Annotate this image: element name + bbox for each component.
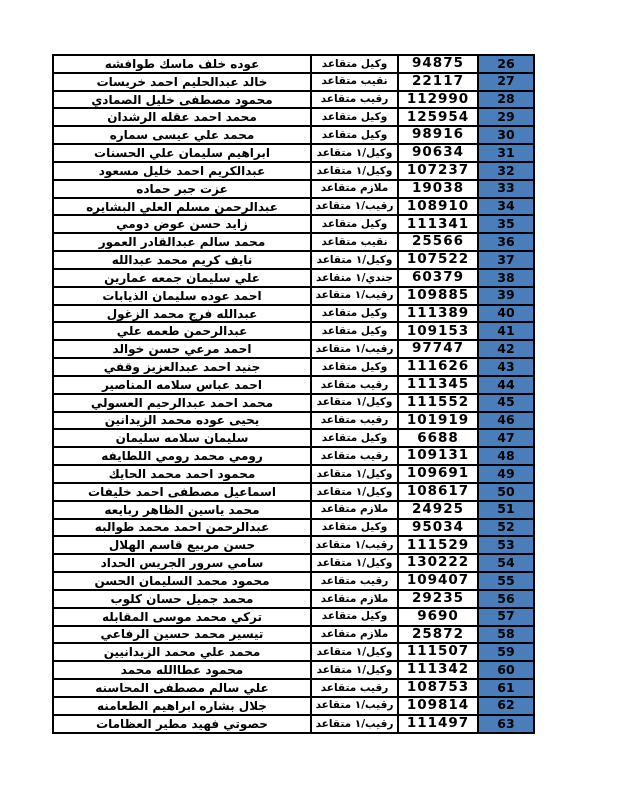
id-cell: 25566 bbox=[398, 233, 478, 251]
rank-cell: وكيل/١ متقاعد bbox=[311, 483, 398, 501]
index-cell: 30 bbox=[478, 126, 534, 144]
table-row bbox=[53, 180, 534, 198]
id-cell: 9690 bbox=[398, 608, 478, 626]
name-cell: جلال بشاره ابراهيم الطعامنه bbox=[53, 697, 311, 715]
rank-cell: وكيل/١ متقاعد bbox=[311, 162, 398, 180]
id-cell: 112990 bbox=[398, 91, 478, 109]
rank-cell: ملازم متقاعد bbox=[311, 501, 398, 519]
rank-cell: وكيل متقاعد bbox=[311, 215, 398, 233]
name-cell: عبدالرحمن طعمه علي bbox=[53, 322, 311, 340]
table-row bbox=[53, 144, 534, 162]
rank-cell: رقيب متقاعد bbox=[311, 679, 398, 697]
table-row bbox=[53, 536, 534, 554]
table-row bbox=[53, 483, 534, 501]
table-row bbox=[53, 429, 534, 447]
rank-cell: رقيب متقاعد bbox=[311, 447, 398, 465]
rank-cell: رقيب/١ متقاعد bbox=[311, 536, 398, 554]
table-row bbox=[53, 590, 534, 608]
index-cell: 31 bbox=[478, 144, 534, 162]
index-cell: 50 bbox=[478, 483, 534, 501]
id-cell: 98916 bbox=[398, 126, 478, 144]
table-row bbox=[53, 269, 534, 287]
id-cell: 108617 bbox=[398, 483, 478, 501]
table-row bbox=[53, 519, 534, 537]
name-cell: حصوتي فهيد مطير العظامات bbox=[53, 715, 311, 733]
id-cell: 109131 bbox=[398, 447, 478, 465]
rank-cell: ملازم متقاعد bbox=[311, 590, 398, 608]
table-row bbox=[53, 643, 534, 661]
table-row bbox=[53, 108, 534, 126]
table-row bbox=[53, 287, 534, 305]
index-cell: 52 bbox=[478, 519, 534, 537]
index-cell: 55 bbox=[478, 572, 534, 590]
rank-cell: وكيل متقاعد bbox=[311, 608, 398, 626]
table-row bbox=[53, 233, 534, 251]
name-cell: عوده خلف ماسك طوافشه bbox=[53, 55, 311, 73]
rank-cell: رقيب/١ متقاعد bbox=[311, 697, 398, 715]
index-cell: 35 bbox=[478, 215, 534, 233]
name-cell: ابراهيم سليمان علي الحسنات bbox=[53, 144, 311, 162]
name-cell: علي سالم مصطفى المحاسنه bbox=[53, 679, 311, 697]
rank-cell: نقيب متقاعد bbox=[311, 73, 398, 91]
rank-cell: وكيل متقاعد bbox=[311, 519, 398, 537]
table-row bbox=[53, 358, 534, 376]
rank-cell: جندي/١ متقاعد bbox=[311, 269, 398, 287]
id-cell: 125954 bbox=[398, 108, 478, 126]
table-row bbox=[53, 679, 534, 697]
name-cell: محمد احمد عبدالرحيم العسولي bbox=[53, 394, 311, 412]
name-cell: محمود مصطفى خليل الصمادي bbox=[53, 91, 311, 109]
rank-cell: وكيل متقاعد bbox=[311, 322, 398, 340]
index-cell: 62 bbox=[478, 697, 534, 715]
index-cell: 39 bbox=[478, 287, 534, 305]
id-cell: 111507 bbox=[398, 643, 478, 661]
rank-cell: رقيب متقاعد bbox=[311, 412, 398, 430]
table-row bbox=[53, 162, 534, 180]
name-cell: محمود عطاالله محمد bbox=[53, 661, 311, 679]
table-row bbox=[53, 501, 534, 519]
index-cell: 42 bbox=[478, 340, 534, 358]
id-cell: 29235 bbox=[398, 590, 478, 608]
index-cell: 37 bbox=[478, 251, 534, 269]
table-row bbox=[53, 322, 534, 340]
table-row bbox=[53, 126, 534, 144]
id-cell: 109407 bbox=[398, 572, 478, 590]
table-row bbox=[53, 608, 534, 626]
id-cell: 109814 bbox=[398, 697, 478, 715]
index-cell: 53 bbox=[478, 536, 534, 554]
table-row bbox=[53, 340, 534, 358]
name-cell: محمود محمد السليمان الحسن bbox=[53, 572, 311, 590]
index-cell: 32 bbox=[478, 162, 534, 180]
id-cell: 108910 bbox=[398, 198, 478, 216]
name-cell: زايد حسن عوض دومي bbox=[53, 215, 311, 233]
table-row bbox=[53, 697, 534, 715]
name-cell: نايف كريم محمد عبدالله bbox=[53, 251, 311, 269]
id-cell: 95034 bbox=[398, 519, 478, 537]
rank-cell: وكيل/١ متقاعد bbox=[311, 643, 398, 661]
name-cell: جنيد احمد عبدالعزيز وقفي bbox=[53, 358, 311, 376]
name-cell: عزت جبر حماده bbox=[53, 180, 311, 198]
id-cell: 111497 bbox=[398, 715, 478, 733]
id-cell: 107522 bbox=[398, 251, 478, 269]
index-cell: 60 bbox=[478, 661, 534, 679]
index-cell: 38 bbox=[478, 269, 534, 287]
index-cell: 63 bbox=[478, 715, 534, 733]
id-cell: 109691 bbox=[398, 465, 478, 483]
rank-cell: رقيب/١ متقاعد bbox=[311, 715, 398, 733]
rank-cell: ملازم متقاعد bbox=[311, 626, 398, 644]
name-cell: محمود احمد محمد الحايك bbox=[53, 465, 311, 483]
rank-cell: وكيل متقاعد bbox=[311, 126, 398, 144]
name-cell: احمد عباس سلامه المناصير bbox=[53, 376, 311, 394]
name-cell: محمد سالم عبدالقادر العمور bbox=[53, 233, 311, 251]
table-row bbox=[53, 73, 534, 91]
table-row bbox=[53, 661, 534, 679]
index-cell: 36 bbox=[478, 233, 534, 251]
name-cell: علي سليمان جمعه عمارين bbox=[53, 269, 311, 287]
id-cell: 109885 bbox=[398, 287, 478, 305]
index-cell: 43 bbox=[478, 358, 534, 376]
id-cell: 19038 bbox=[398, 180, 478, 198]
table-row bbox=[53, 465, 534, 483]
name-cell: محمد جميل حسان كلوب bbox=[53, 590, 311, 608]
table-row bbox=[53, 91, 534, 109]
table-row bbox=[53, 55, 534, 73]
name-cell: خالد عبدالحليم احمد خريسات bbox=[53, 73, 311, 91]
rank-cell: وكيل متقاعد bbox=[311, 305, 398, 323]
rank-cell: رقيب متقاعد bbox=[311, 91, 398, 109]
id-cell: 111345 bbox=[398, 376, 478, 394]
rank-cell: وكيل/١ متقاعد bbox=[311, 251, 398, 269]
name-cell: محمد علي عيسى سماره bbox=[53, 126, 311, 144]
index-cell: 51 bbox=[478, 501, 534, 519]
name-cell: عبدالله فرج محمد الزغول bbox=[53, 305, 311, 323]
name-cell: حسن مربيع قاسم الهلال bbox=[53, 536, 311, 554]
id-cell: 130222 bbox=[398, 554, 478, 572]
id-cell: 22117 bbox=[398, 73, 478, 91]
table-row bbox=[53, 215, 534, 233]
index-cell: 41 bbox=[478, 322, 534, 340]
rank-cell: وكيل/١ متقاعد bbox=[311, 554, 398, 572]
table-row bbox=[53, 626, 534, 644]
document-sheet bbox=[52, 54, 535, 734]
id-cell: 111626 bbox=[398, 358, 478, 376]
id-cell: 25872 bbox=[398, 626, 478, 644]
name-cell: احمد مرعي حسن خوالد bbox=[53, 340, 311, 358]
name-cell: محمد احمد عقله الرشدان bbox=[53, 108, 311, 126]
index-cell: 47 bbox=[478, 429, 534, 447]
name-cell: سامي سرور الجريس الحداد bbox=[53, 554, 311, 572]
rank-cell: رقيب متقاعد bbox=[311, 572, 398, 590]
id-cell: 111389 bbox=[398, 305, 478, 323]
rank-cell: نقيب متقاعد bbox=[311, 233, 398, 251]
id-cell: 108753 bbox=[398, 679, 478, 697]
index-cell: 57 bbox=[478, 608, 534, 626]
id-cell: 111529 bbox=[398, 536, 478, 554]
id-cell: 94875 bbox=[398, 55, 478, 73]
name-cell: عبدالرحمن مسلم العلي البشايره bbox=[53, 198, 311, 216]
rank-cell: ملازم متقاعد bbox=[311, 180, 398, 198]
name-cell: محمد علي محمد الزيدانيين bbox=[53, 643, 311, 661]
index-cell: 61 bbox=[478, 679, 534, 697]
table-row bbox=[53, 376, 534, 394]
rank-cell: وكيل متقاعد bbox=[311, 429, 398, 447]
id-cell: 107237 bbox=[398, 162, 478, 180]
rank-cell: وكيل/١ متقاعد bbox=[311, 661, 398, 679]
index-cell: 34 bbox=[478, 198, 534, 216]
id-cell: 109153 bbox=[398, 322, 478, 340]
id-cell: 24925 bbox=[398, 501, 478, 519]
table-row bbox=[53, 412, 534, 430]
rank-cell: رقيب متقاعد bbox=[311, 376, 398, 394]
rank-cell: وكيل/١ متقاعد bbox=[311, 465, 398, 483]
id-cell: 111552 bbox=[398, 394, 478, 412]
name-cell: تيسير محمد حسين الرفاعي bbox=[53, 626, 311, 644]
table-row bbox=[53, 715, 534, 733]
name-cell: محمد ياسين الظاهر ربايعه bbox=[53, 501, 311, 519]
table-row bbox=[53, 198, 534, 216]
index-cell: 44 bbox=[478, 376, 534, 394]
index-cell: 28 bbox=[478, 91, 534, 109]
index-cell: 26 bbox=[478, 55, 534, 73]
id-cell: 90634 bbox=[398, 144, 478, 162]
id-cell: 6688 bbox=[398, 429, 478, 447]
rank-cell: رقيب/١ متقاعد bbox=[311, 340, 398, 358]
name-cell: سليمان سلامه سليمان bbox=[53, 429, 311, 447]
rank-cell: وكيل متقاعد bbox=[311, 55, 398, 73]
index-cell: 58 bbox=[478, 626, 534, 644]
id-cell: 111341 bbox=[398, 215, 478, 233]
index-cell: 56 bbox=[478, 590, 534, 608]
table-row bbox=[53, 251, 534, 269]
rank-cell: رقيب/١ متقاعد bbox=[311, 287, 398, 305]
index-cell: 46 bbox=[478, 412, 534, 430]
rank-cell: وكيل/١ متقاعد bbox=[311, 394, 398, 412]
index-cell: 29 bbox=[478, 108, 534, 126]
index-cell: 54 bbox=[478, 554, 534, 572]
table-row bbox=[53, 572, 534, 590]
index-cell: 49 bbox=[478, 465, 534, 483]
table-row bbox=[53, 447, 534, 465]
name-cell: تركي محمد موسى المقابله bbox=[53, 608, 311, 626]
retirees-table bbox=[52, 54, 535, 734]
rank-cell: وكيل/١ متقاعد bbox=[311, 144, 398, 162]
name-cell: عبدالرحمن احمد محمد طوالبه bbox=[53, 519, 311, 537]
index-cell: 48 bbox=[478, 447, 534, 465]
rank-cell: وكيل متقاعد bbox=[311, 108, 398, 126]
id-cell: 60379 bbox=[398, 269, 478, 287]
name-cell: اسماعيل مصطفى احمد خليفات bbox=[53, 483, 311, 501]
table-row bbox=[53, 554, 534, 572]
rank-cell: رقيب/١ متقاعد bbox=[311, 198, 398, 216]
id-cell: 97747 bbox=[398, 340, 478, 358]
name-cell: عبدالكريم احمد خليل مسعود bbox=[53, 162, 311, 180]
index-cell: 40 bbox=[478, 305, 534, 323]
table-row bbox=[53, 394, 534, 412]
name-cell: رومي محمد رومي اللطايفه bbox=[53, 447, 311, 465]
index-cell: 59 bbox=[478, 643, 534, 661]
retirees-table-body bbox=[53, 55, 534, 733]
id-cell: 101919 bbox=[398, 412, 478, 430]
index-cell: 45 bbox=[478, 394, 534, 412]
id-cell: 111342 bbox=[398, 661, 478, 679]
index-cell: 27 bbox=[478, 73, 534, 91]
name-cell: احمد عوده سليمان الذيابات bbox=[53, 287, 311, 305]
name-cell: يحيى عوده محمد الزيدانين bbox=[53, 412, 311, 430]
table-row bbox=[53, 305, 534, 323]
index-cell: 33 bbox=[478, 180, 534, 198]
rank-cell: وكيل متقاعد bbox=[311, 358, 398, 376]
